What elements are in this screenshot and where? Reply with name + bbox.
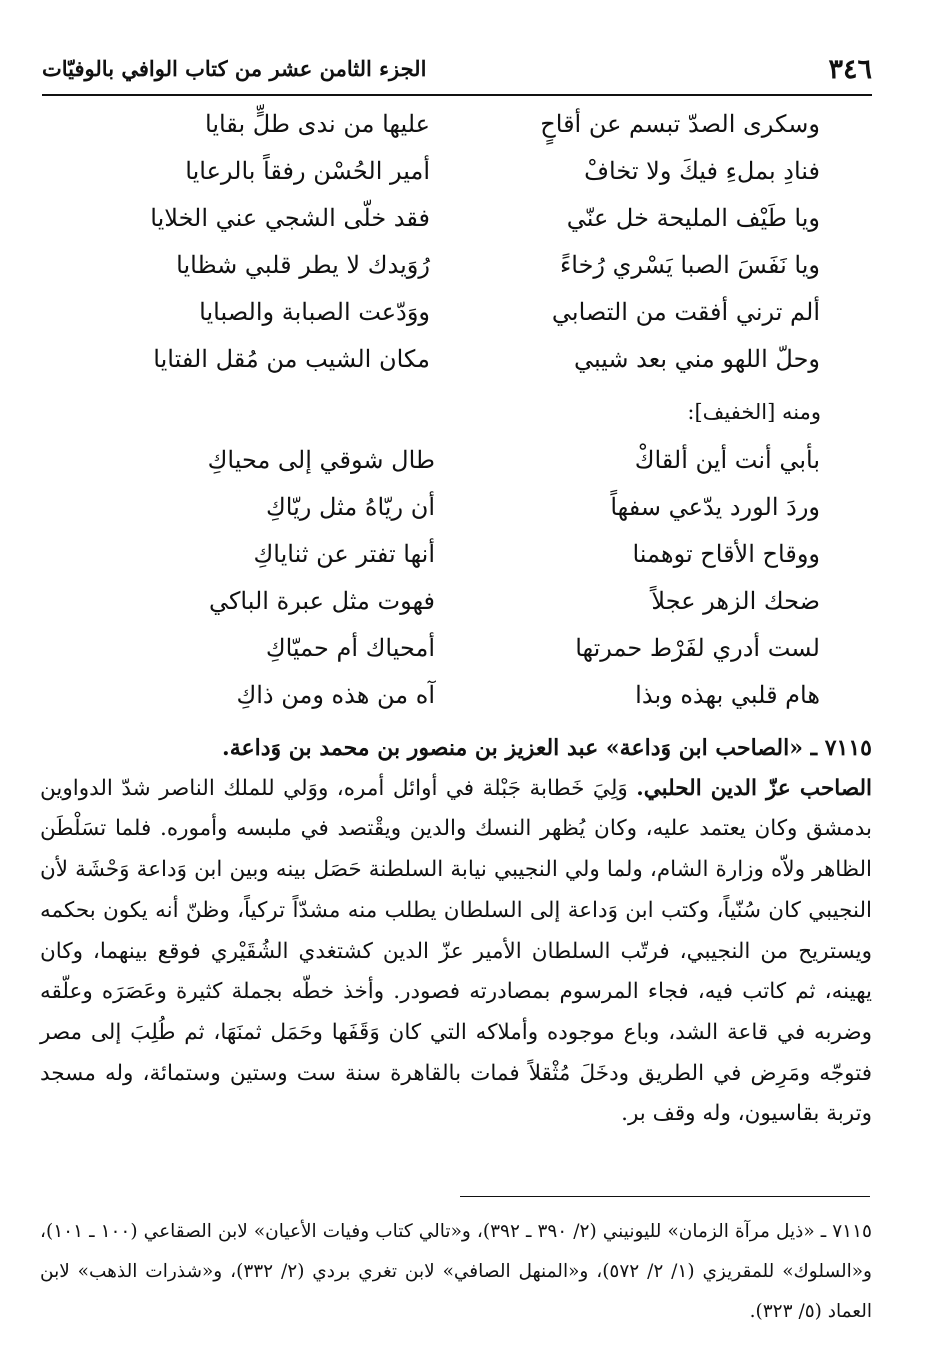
verse-second-hemistich: ووَدّعت الصبابة والصبايا — [199, 298, 430, 326]
verse-first-hemistich: وسكرى الصدّ تبسم عن أقاحٍ — [540, 110, 820, 138]
entry-body — [40, 769, 872, 1135]
poem-block-2 — [40, 446, 820, 728]
verse-line — [40, 345, 820, 392]
verse-first-hemistich: ألم ترني أفقت من التصابي — [551, 298, 820, 326]
verse-first-hemistich: وردَ الورد يدّعي سفهاً — [610, 493, 820, 521]
verse-second-hemistich: أن ريّاهُ مثل ريّاكِ — [266, 493, 435, 521]
verse-first-hemistich: ويا نَفَسَ الصبا يَسْري رُخاءً — [559, 251, 820, 279]
verse-second-hemistich: فهوت مثل عبرة الباكي — [208, 587, 435, 615]
verse-second-hemistich: مكان الشيب من مُقل الفتايا — [153, 345, 430, 373]
verse-line — [40, 110, 820, 157]
verse-second-hemistich: أمحياك أم حميّاكِ — [265, 634, 435, 662]
verse-line — [40, 298, 820, 345]
verse-first-hemistich: لست أدري لفَرْط حمرتها — [575, 634, 820, 662]
verse-second-hemistich: عليها من ندى طلٍّ بقايا — [205, 110, 430, 138]
verse-second-hemistich: أمير الحُسْن رفقاً بالرعايا — [185, 157, 430, 185]
verse-line — [40, 681, 820, 728]
verse-line — [40, 251, 820, 298]
verse-line — [40, 540, 820, 587]
biography-entry — [40, 728, 872, 1135]
footnote-divider — [460, 1196, 870, 1197]
running-title: الجزء الثامن عشر من كتاب الوافي بالوفيّات — [42, 56, 427, 81]
verse-line — [40, 157, 820, 204]
verse-line — [40, 493, 820, 540]
verse-line — [40, 446, 820, 493]
verse-first-hemistich: ضحك الزهر عجلاً — [651, 587, 820, 615]
entry-subject-name: الصاحب عزّ الدين الحلبي. — [636, 775, 872, 801]
footnote: ٧١١٥ ـ «ذيل مرآة الزمان» لليونيني (٢/ ٣٩٠ ـ ٣٩٢)، و«تالي كتاب وفيات الأعيان» لابن الصقاعي (١٠٠ ـ ١٠١)، و«السلوك» للمقريزي (١/ ٢/ ٥٧٢)، و«المنهل الصافي» لابن تغري بردي (٢/ ٣٣٢)، و«شذرات الذهب» لابن العماد (٥/ ٣٢٣). — [40, 1221, 872, 1322]
verse-second-hemistich: أنها تفتر عن ثناياكِ — [253, 540, 435, 568]
verse-second-hemistich: آه من هذه ومن ذاكِ — [236, 681, 435, 709]
verse-first-hemistich: وحلّ اللهو مني بعد شيبي — [573, 345, 820, 373]
verse-first-hemistich: ووقاح الأقاح توهمنا — [632, 540, 820, 568]
meter-intro: ومنه [الخفيف]: — [687, 400, 821, 424]
verse-first-hemistich: ويا طَيْف المليحة خل عنّي — [566, 204, 820, 232]
verse-second-hemistich: طال شوقي إلى محياكِ — [207, 446, 435, 474]
entry-body-text: وَلِيَ خَطابة جَبْلة في أوائل أمره، ووَلي للملك الناصر شدّ الدواوين بدمشق وكان يعتمد عليه، وكان يُظهر النسك والدين ويقْتصد في ملبسه وأموره. فلما تسَلْطَن الظاهر ولاّه وزارة الشام، ولما ولي النجيبي نيابة السلطنة حَصَل بينه وبين ابن وَداعة وَحْشَة لأن النجيبي كان سُنّياً، وكتب ابن وَداعة إلى السلطان يطلب منه مشدّاً تركياً، وظنّ أنه يكون بحكمه ويستريح من النجيبي، فرتّب السلطان الأمير عزّ الدين كشتغدي الشُقَيْري فوقع بينهما، وكان يهينه، ثم كاتب فيه، فجاء المرسوم بمصادرته فصودر. وأخذ خطّه بجملة كثيرة وعَصَرَه وعلّقه وضربه في قاعة الشد، وباع موجوده وأملاكه التي كان وَقَفَها وحَمَل ثمنَهَا، ثم طُلِبَ إلى مصر فتوجّه ومَرِض في الطريق ودخَلَ مُثْقلاً فمات بالقاهرة سنة ست وستين وستمائة، وله مسجد وتربة بقاسيون، وله وقف بر. — [40, 775, 872, 1127]
verse-first-hemistich: هام قلبي بهذه وبذا — [635, 681, 820, 709]
verse-second-hemistich: فقد خلّى الشجي عني الخلايا — [150, 204, 430, 232]
verse-line — [40, 204, 820, 251]
poem-block-1 — [40, 110, 820, 392]
page-number: ٣٤٦ — [828, 54, 872, 85]
entry-heading: ٧١١٥ ـ «الصاحب ابن وَداعة» عبد العزيز بن منصور بن محمد بن وَداعة. — [222, 735, 872, 761]
verse-line — [40, 587, 820, 634]
page-header — [42, 50, 872, 96]
verse-first-hemistich: بأبي أنت أين ألقاكْ — [634, 446, 820, 474]
verse-line — [40, 634, 820, 681]
verse-second-hemistich: رُوَيدك لا يطر قلبي شظايا — [176, 251, 430, 279]
verse-first-hemistich: فنادِ بملءِ فيكَ ولا تخافْ — [584, 157, 820, 185]
